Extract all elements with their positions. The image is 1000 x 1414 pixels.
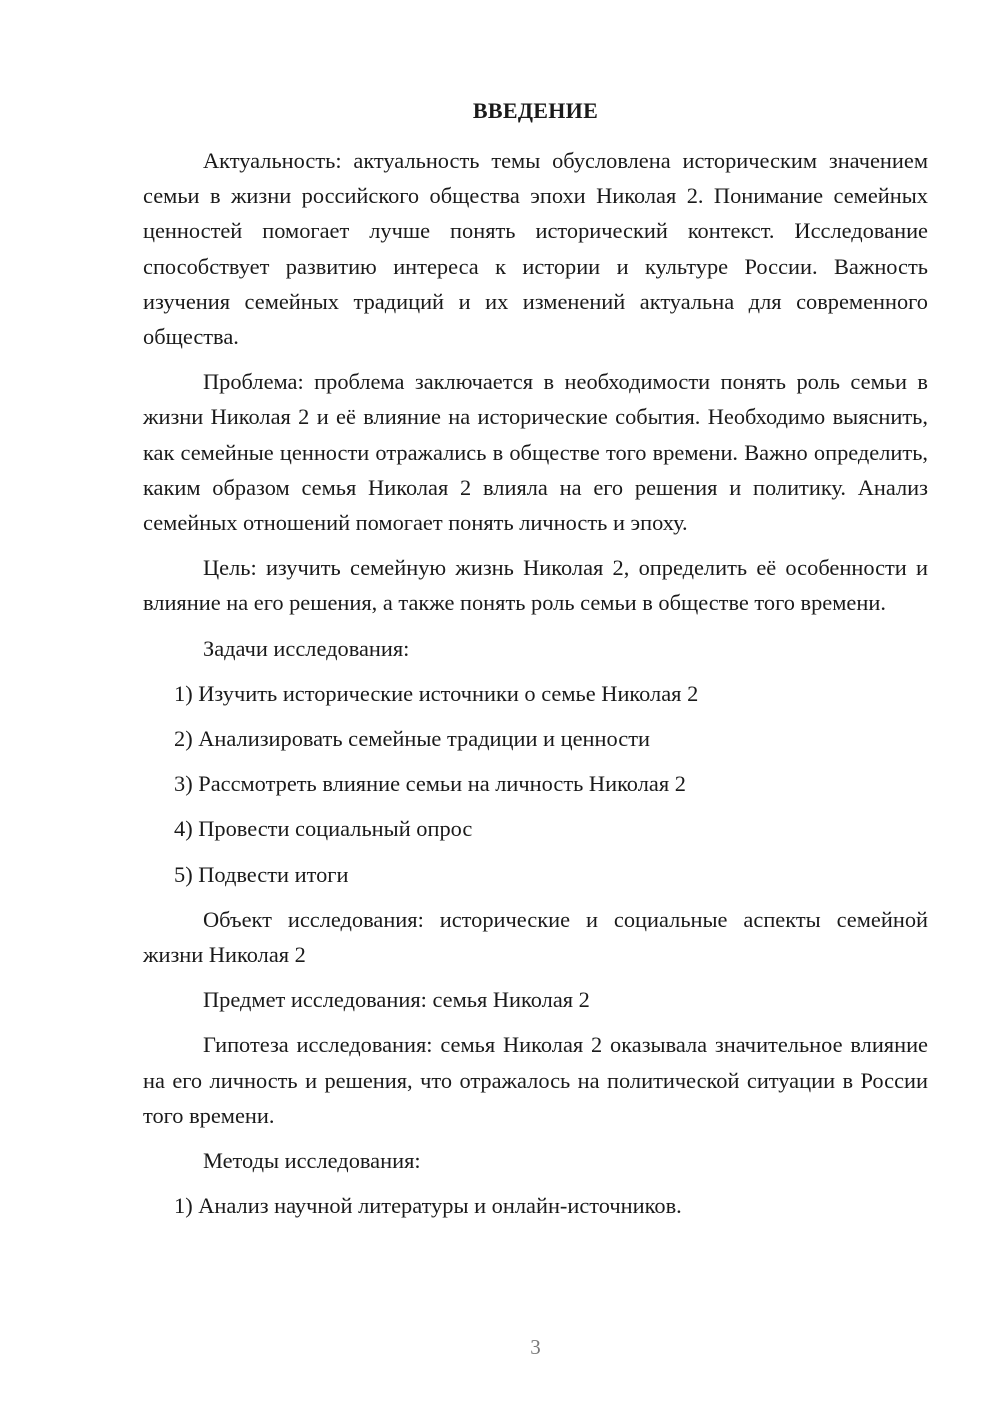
section-heading: ВВЕДЕНИЕ (472, 98, 599, 123)
methods-title: Методы исследования: (203, 1148, 421, 1174)
subject-paragraph: Предмет исследования: семья Николая 2 (203, 987, 590, 1013)
tasks-title: Задачи исследования: (203, 635, 410, 661)
document-body (143, 143, 928, 1233)
methods-list (143, 1188, 928, 1223)
tasks-list (143, 676, 928, 892)
hypothesis-paragraph: Гипотеза исследования: семья Николая 2 оказывала значительное влияние на его личность и решения, что отражалось на политической ситуации в России того времени. (143, 1032, 928, 1128)
document-page (143, 0, 928, 1414)
task-item: 5) Подвести итоги (174, 861, 349, 887)
task-item: 4) Провести социальный опрос (174, 816, 473, 842)
object-paragraph: Объект исследования: исторические и социальные аспекты семейной жизни Николая 2 (143, 906, 928, 968)
goal-paragraph: Цель: изучить семейную жизнь Николая 2, определить её особенности и влияние на его решения, а также понять роль семьи в обществе того времени. (143, 555, 928, 616)
task-item: 3) Рассмотреть влияние семьи на личность Николая 2 (174, 771, 686, 797)
page-number: 3 (530, 1335, 541, 1359)
method-item: 1) Анализ научной литературы и онлайн-источников. (174, 1193, 682, 1219)
task-item: 1) Изучить исторические источники о семье Николая 2 (174, 680, 699, 706)
task-item: 2) Анализировать семейные традиции и ценности (174, 726, 650, 752)
relevance-paragraph: Актуальность: актуальность темы обусловлена историческим значением семьи в жизни российского общества эпохи Николая 2. Понимание семейных ценностей помогает лучше понять исторический контекст. Исследование способствует развитию интереса к истории и культуре России. Важность изучения семейных традиций и их изменений актуальна для современного общества. (143, 148, 928, 350)
problem-paragraph: Проблема: проблема заключается в необходимости понять роль семьи в жизни Николая 2 и её влияние на исторические события. Необходимо выяснить, как семейные ценности отражались в обществе того времени. Важно определить, каким образом семья Николая 2 влияла на его решения и политику. Анализ семейных отношений помогает понять личность и эпоху. (143, 369, 928, 536)
